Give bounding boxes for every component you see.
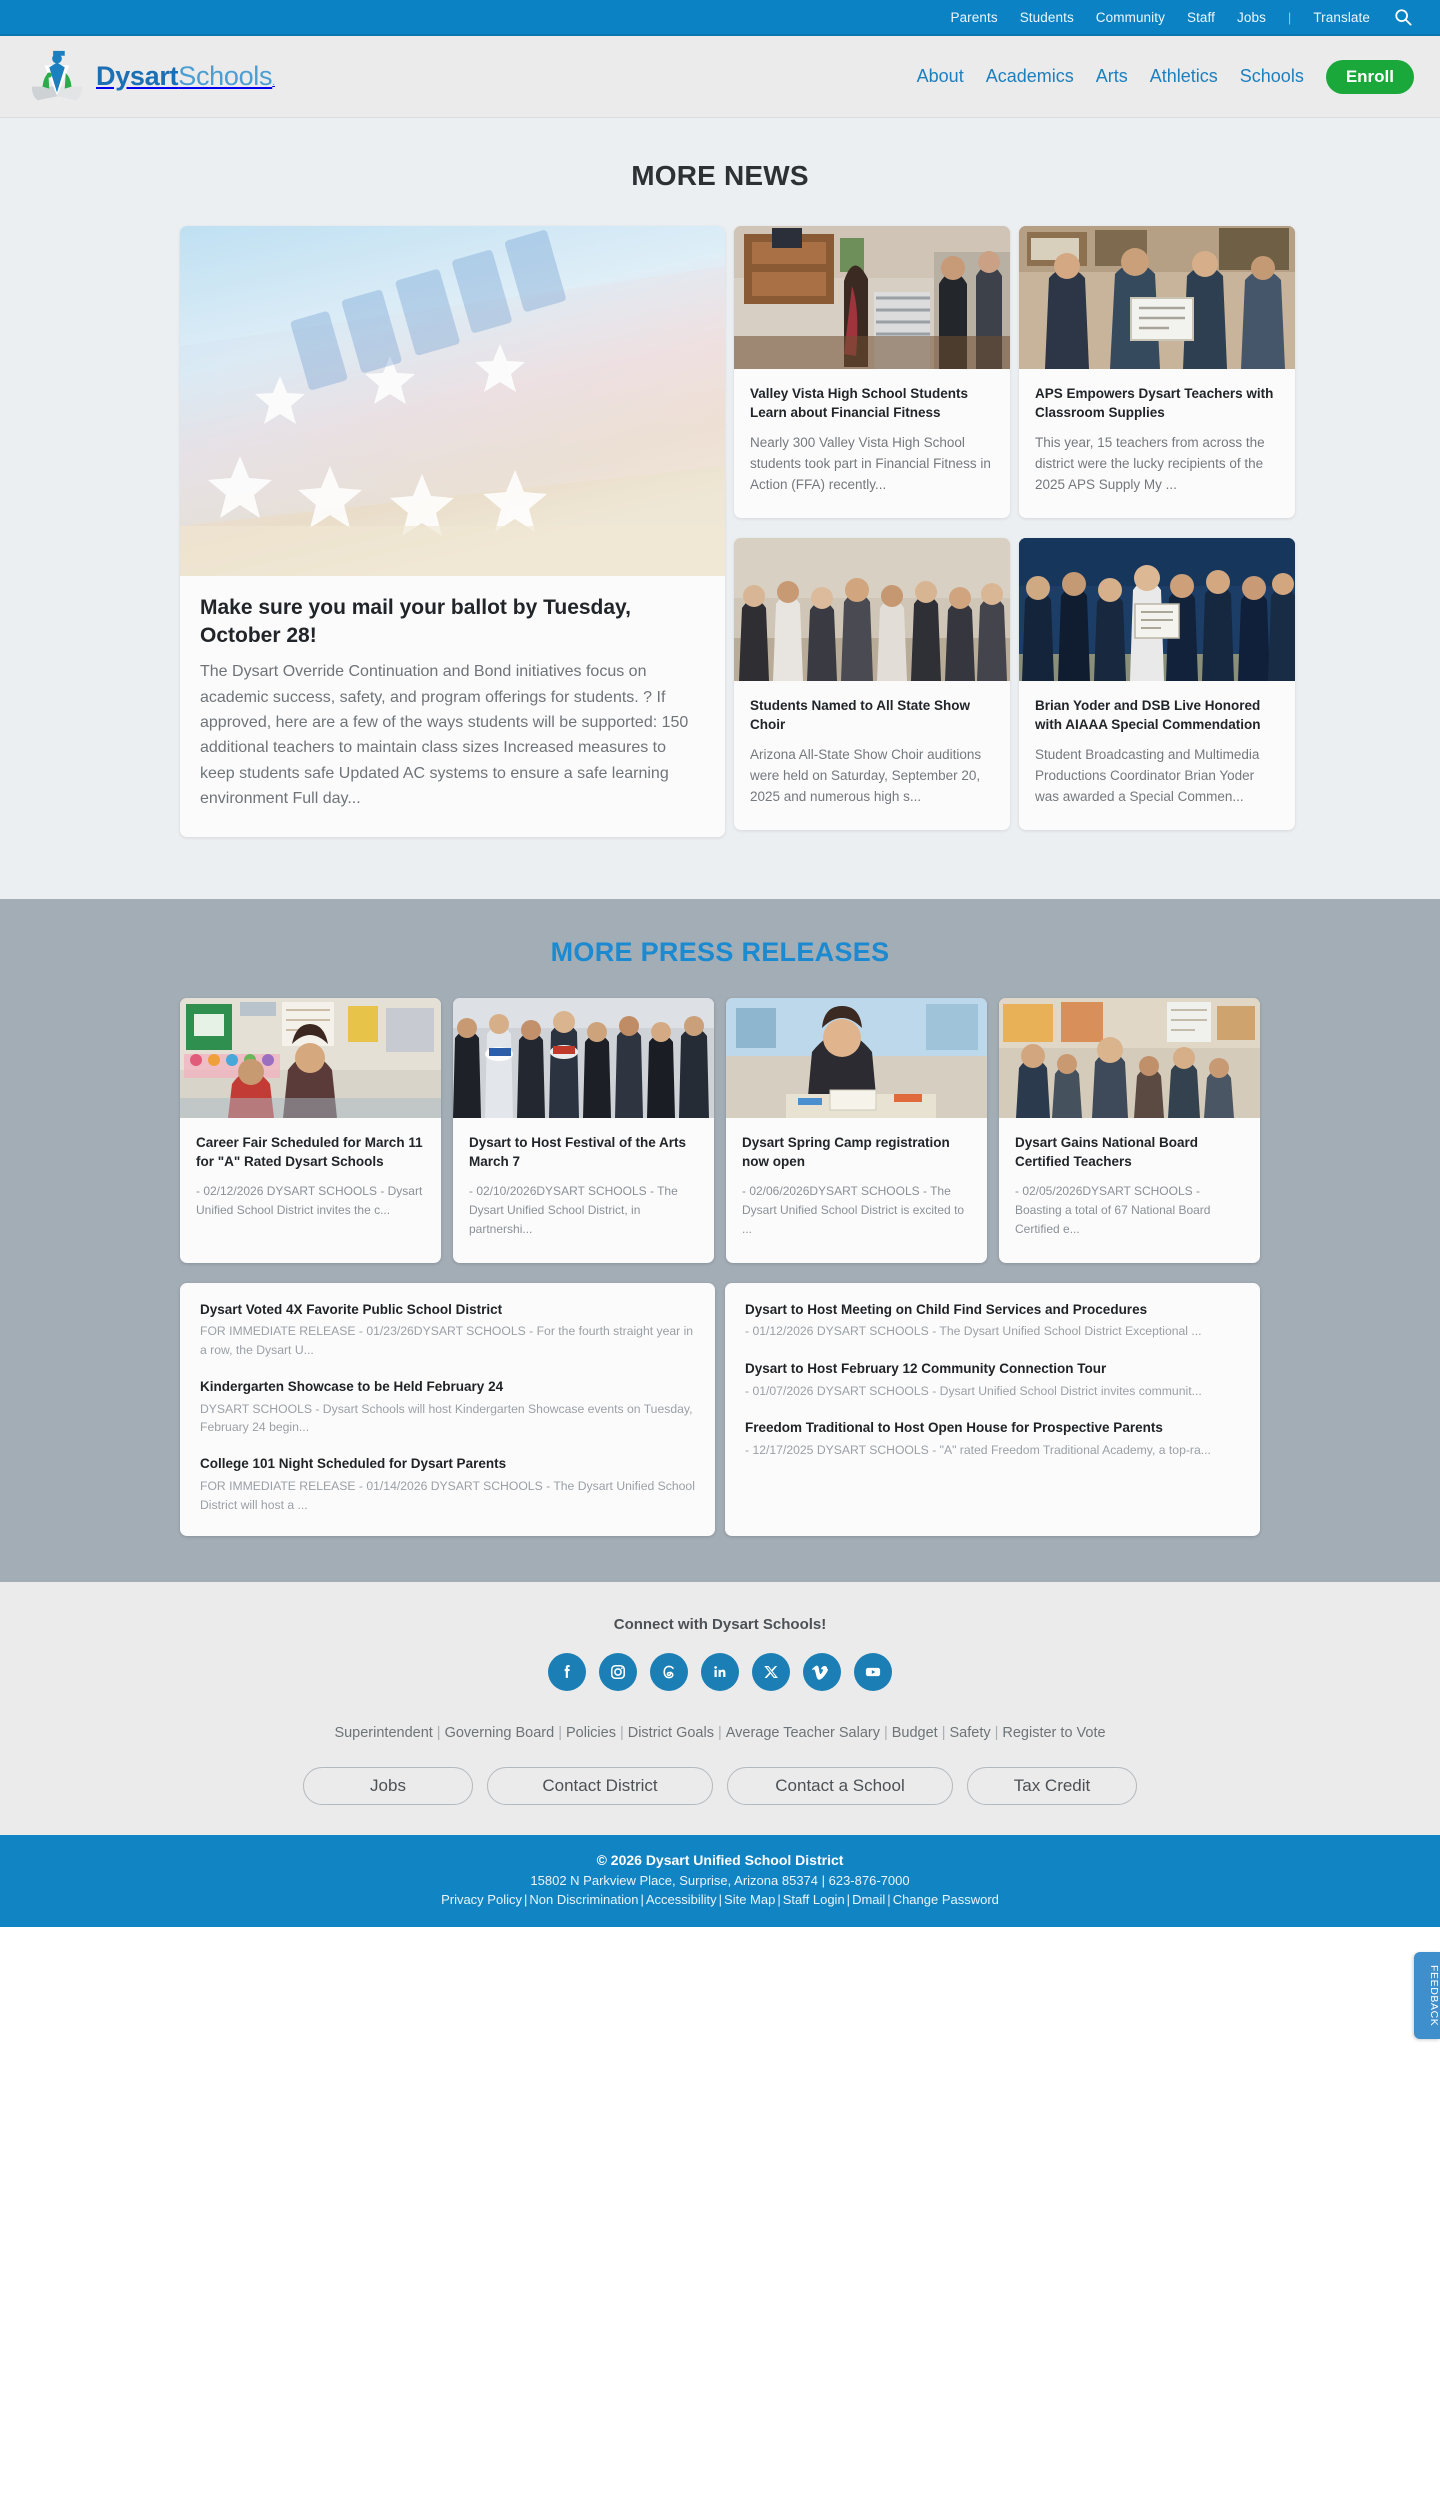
footer-button-row — [0, 1767, 1440, 1805]
logo-wordmark — [96, 61, 275, 92]
legal-link-non-discrimination[interactable]: Non Discrimination — [529, 1891, 639, 1907]
utility-bar — [0, 0, 1440, 36]
logo-text-dysart: Dysart — [96, 61, 179, 91]
logo-text-schools: Schools — [178, 61, 273, 91]
x-twitter-icon[interactable] — [752, 1653, 790, 1691]
news-card-description: Student Broadcasting and Multimedia Productions Coordinator Brian Yoder was awarded a Special Commen... — [1035, 747, 1260, 805]
footer-link-average-teacher-salary[interactable]: Average Teacher Salary — [725, 1724, 880, 1741]
student-drawing-photo — [726, 998, 987, 1118]
press-card-spring-camp[interactable] — [726, 998, 987, 1262]
more-news-section — [0, 118, 1440, 899]
dysart-logo-icon — [28, 48, 86, 106]
press-card-description: - 02/05/2026DYSART SCHOOLS - Boasting a total of 67 National Board Certified e... — [1015, 1184, 1211, 1236]
more-news-title: MORE NEWS — [631, 160, 809, 191]
nav-arts[interactable]: Arts — [1095, 66, 1128, 86]
award-presentation-photo — [1019, 538, 1295, 681]
jobs-button[interactable]: Jobs — [303, 1767, 473, 1805]
legal-link-accessibility[interactable]: Accessibility — [645, 1891, 717, 1907]
legal-link-site-map[interactable]: Site Map — [724, 1891, 776, 1907]
footer-link-superintendent[interactable]: Superintendent — [334, 1724, 433, 1741]
teachers-with-certificate-photo — [1019, 226, 1295, 369]
press-release-item-description: FOR IMMEDIATE RELEASE - 01/14/2026 DYSART SCHOOLS - The Dysart Unified School District will host a ... — [200, 1479, 695, 1512]
site-logo[interactable] — [28, 48, 275, 106]
utility-link-students[interactable]: Students — [1019, 9, 1074, 25]
footer-link-governing-board[interactable]: Governing Board — [444, 1724, 555, 1741]
enroll-button[interactable]: Enroll — [1326, 60, 1414, 94]
press-release-item-title: Dysart to Host Meeting on Child Find Services and Procedures — [745, 1301, 1148, 1317]
vote-ballot-flag-photo — [180, 226, 725, 576]
news-card-title: Valley Vista High School Students Learn about Financial Fitness — [750, 386, 969, 421]
footer-link-budget[interactable]: Budget — [891, 1724, 938, 1741]
logo-text-mark: . — [272, 77, 275, 88]
news-card-title: Students Named to All State Show Choir — [750, 698, 971, 733]
footer-link-register-to-vote[interactable]: Register to Vote — [1002, 1724, 1106, 1741]
press-card-title: Dysart to Host Festival of the Arts March 7 — [469, 1135, 687, 1170]
press-release-item-description: - 01/07/2026 DYSART SCHOOLS - Dysart Unified School District invites communit... — [745, 1383, 1202, 1398]
news-card-description: This year, 15 teachers from across the district were the lucky recipients of the 2025 APS Supply My ... — [1035, 435, 1265, 493]
press-release-item-description: DYSART SCHOOLS - Dysart Schools will host Kindergarten Showcase events on Tuesday, February 24 begin... — [200, 1401, 693, 1435]
legal-link-change-password[interactable]: Change Password — [892, 1891, 999, 1907]
news-hero-card[interactable] — [180, 226, 725, 837]
press-release-lists — [180, 1283, 1260, 1536]
nav-schools[interactable]: Schools — [1239, 66, 1304, 86]
site-header — [0, 36, 1440, 118]
press-card-grid — [180, 998, 1260, 1262]
news-card-aps-supplies[interactable] — [1019, 226, 1295, 518]
press-card-career-fair[interactable] — [180, 998, 441, 1262]
more-press-releases-title: MORE PRESS RELEASES — [550, 937, 890, 968]
press-release-list-left — [180, 1283, 715, 1536]
utility-link-translate[interactable]: Translate — [1313, 9, 1370, 25]
utility-separator: | — [1287, 9, 1292, 25]
utility-link-jobs[interactable]: Jobs — [1237, 9, 1266, 25]
utility-link-staff[interactable]: Staff — [1186, 9, 1215, 25]
contact-a-school-button[interactable]: Contact a School — [727, 1767, 953, 1805]
classroom-teacher-student-photo — [180, 998, 441, 1118]
press-card-title: Career Fair Scheduled for March 11 for "A" Rated Dysart Schools — [196, 1135, 423, 1170]
news-card-valley-vista[interactable] — [734, 226, 1010, 518]
facebook-icon[interactable] — [548, 1653, 586, 1691]
connect-label: Connect with Dysart Schools! — [613, 1615, 827, 1633]
press-release-list-item[interactable] — [200, 1301, 695, 1359]
news-hero-title: Make sure you mail your ballot by Tuesday, October 28! — [200, 596, 632, 647]
site-footer — [0, 1582, 1440, 1835]
press-release-item-title: Dysart to Host February 12 Community Connection Tour — [745, 1360, 1107, 1376]
legal-link-staff-login[interactable]: Staff Login — [782, 1891, 845, 1907]
nav-academics[interactable]: Academics — [985, 66, 1074, 86]
press-card-title: Dysart Gains National Board Certified Teachers — [1015, 1135, 1199, 1170]
legal-link-dmail[interactable]: Dmail — [852, 1891, 886, 1907]
press-release-list-right — [725, 1283, 1260, 1536]
press-card-description: - 02/06/2026DYSART SCHOOLS - The Dysart Unified School District is excited to ... — [742, 1184, 965, 1236]
news-card-title: APS Empowers Dysart Teachers with Classroom Supplies — [1035, 386, 1274, 421]
news-grid — [180, 226, 1274, 837]
vimeo-icon[interactable] — [803, 1653, 841, 1691]
classroom-group-photo — [999, 998, 1260, 1118]
footer-link-district-goals[interactable]: District Goals — [627, 1724, 714, 1741]
choir-singing-photo — [453, 998, 714, 1118]
press-release-list-item[interactable] — [745, 1360, 1240, 1400]
press-release-list-item[interactable] — [200, 1378, 695, 1436]
legal-link-privacy-policy[interactable]: Privacy Policy — [441, 1891, 522, 1907]
main-navigation — [917, 60, 1414, 94]
press-release-item-title: Dysart Voted 4X Favorite Public School District — [200, 1301, 503, 1317]
press-release-list-item[interactable] — [745, 1419, 1240, 1459]
news-card-title: Brian Yoder and DSB Live Honored with AIAAA Special Commendation — [1035, 698, 1261, 733]
footer-link-safety[interactable]: Safety — [949, 1724, 991, 1741]
social-links-row — [0, 1653, 1440, 1691]
contact-district-button[interactable]: Contact District — [487, 1767, 713, 1805]
footer-links-row: Superintendent | Governing Board | Policies | District Goals | Average Teacher Salary | Budget | Safety | Register to Vote — [334, 1724, 1106, 1741]
show-choir-group-photo — [734, 538, 1010, 681]
news-hero-description: The Dysart Override Continuation and Bond initiatives focus on academic success, safety, and program offerings for students. ? If approved, here are a few of the ways students will be supported: 150 additional teachers to maintain class sizes Increased measures to keep students safe Updated AC systems to ensure a safe learning environment Full day... — [200, 663, 689, 807]
nav-about[interactable]: About — [916, 66, 964, 86]
legal-links-row: Privacy Policy | Non Discrimination | Accessibility | Site Map | Staff Login | Dmail | Change Password — [441, 1891, 999, 1907]
press-release-item-title: College 101 Night Scheduled for Dysart Parents — [200, 1456, 507, 1472]
utility-link-parents[interactable]: Parents — [950, 9, 998, 25]
address-text: 15802 N Parkview Place, Surprise, Arizona 85374 | 623-876-7000 — [530, 1872, 910, 1888]
press-release-list-item[interactable] — [200, 1455, 695, 1513]
tax-credit-button[interactable]: Tax Credit — [967, 1767, 1137, 1805]
youtube-icon[interactable] — [854, 1653, 892, 1691]
press-release-item-description: - 12/17/2025 DYSART SCHOOLS - "A" rated Freedom Traditional Academy, a top-ra... — [745, 1442, 1211, 1457]
threads-icon[interactable] — [650, 1653, 688, 1691]
more-press-releases-section — [0, 899, 1440, 1582]
news-card-show-choir[interactable] — [734, 538, 1010, 830]
nav-athletics[interactable]: Athletics — [1149, 66, 1218, 86]
copyright-bar — [0, 1835, 1440, 1927]
footer-link-policies[interactable]: Policies — [565, 1724, 616, 1741]
press-release-item-description: - 01/12/2026 DYSART SCHOOLS - The Dysart Unified School District Exceptional ... — [745, 1324, 1202, 1339]
news-card-brian-yoder[interactable] — [1019, 538, 1295, 830]
press-card-description: - 02/10/2026DYSART SCHOOLS - The Dysart Unified School District, in partnershi... — [469, 1184, 678, 1236]
students-at-table-photo — [734, 226, 1010, 369]
press-card-board-certified[interactable] — [999, 998, 1260, 1262]
press-release-item-title: Freedom Traditional to Host Open House for Prospective Parents — [745, 1419, 1163, 1435]
press-card-festival-arts[interactable] — [453, 998, 714, 1262]
search-icon[interactable] — [1392, 6, 1414, 28]
utility-link-community[interactable]: Community — [1095, 9, 1165, 25]
news-card-description: Arizona All-State Show Choir auditions were held on Saturday, September 20, 2025 and numerous high s... — [750, 747, 982, 805]
press-card-description: - 02/12/2026 DYSART SCHOOLS - Dysart Unified School District invites the c... — [196, 1184, 423, 1218]
news-card-description: Nearly 300 Valley Vista High School students took part in Financial Fitness in Action (FFA) recently... — [750, 435, 991, 493]
feedback-tab[interactable]: FEEDBACK — [1414, 1952, 1440, 2039]
press-release-list-item[interactable] — [745, 1301, 1240, 1341]
linkedin-icon[interactable] — [701, 1653, 739, 1691]
instagram-icon[interactable] — [599, 1653, 637, 1691]
press-release-item-title: Kindergarten Showcase to be Held February 24 — [200, 1378, 504, 1394]
press-card-title: Dysart Spring Camp registration now open — [742, 1135, 950, 1170]
press-release-item-description: FOR IMMEDIATE RELEASE - 01/23/26DYSART SCHOOLS - For the fourth straight year in a row, the Dysart U... — [200, 1324, 694, 1357]
copyright-text: © 2026 Dysart Unified School District — [596, 1851, 844, 1868]
